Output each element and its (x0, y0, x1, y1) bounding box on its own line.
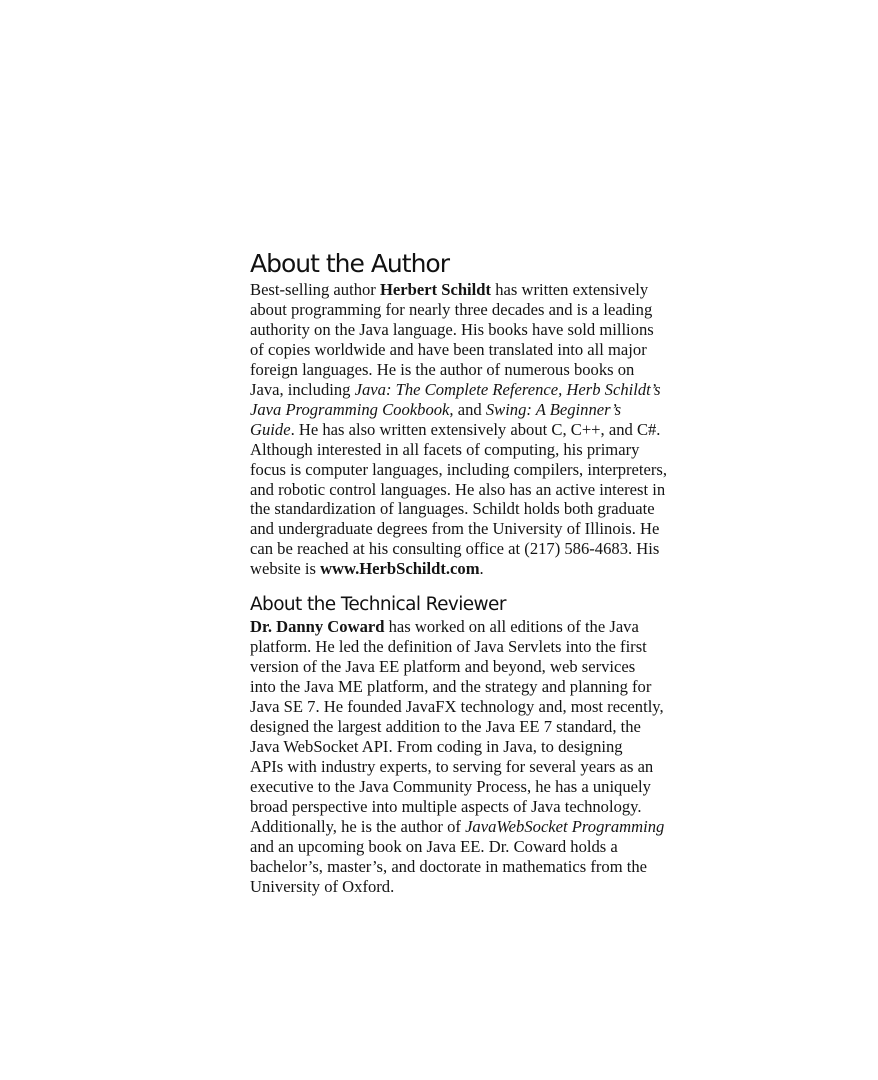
italic-text: Guide (250, 419, 291, 439)
italic-text: Java Programming Cookbook, (250, 399, 454, 419)
text-line (250, 320, 680, 340)
text-segment: Java WebSocket API. From coding in Java, to designing (250, 737, 623, 757)
text-line (250, 440, 680, 460)
text-segment: designed the largest addition to the Java EE 7 standard, the (250, 717, 641, 737)
text-line (250, 340, 680, 360)
text-segment: and an upcoming book on Java EE. Dr. Coward holds a (250, 836, 618, 856)
text-line (250, 400, 680, 420)
text-segment: the standardization of languages. Schildt holds both graduate (250, 499, 655, 519)
text-line (250, 420, 680, 440)
text-segment: Best-selling author (250, 280, 380, 299)
bold-text: Herbert Schildt (379, 280, 492, 299)
text-segment: of copies worldwide and have been translated into all major (250, 339, 647, 359)
text-line (250, 499, 680, 519)
text-segment: executive to the Java Community Process, he has a uniquely (250, 776, 651, 796)
bold-text: www.HerbSchildt.com (320, 559, 480, 579)
text-segment: APIs with industry experts, to serving for several years as an (250, 756, 654, 776)
text-segment: . He has also written extensively about C, C++, and C#. (290, 419, 661, 439)
text-segment: Java SE 7. He founded JavaFX technology and, most recently, (250, 697, 664, 717)
text-line (250, 837, 680, 857)
author-bio-paragraph (250, 280, 680, 579)
text-line (250, 717, 680, 737)
text-line (250, 797, 680, 817)
text-line (250, 539, 680, 559)
about-reviewer-heading: About the Technical Reviewer (250, 594, 506, 616)
text-segment: foreign languages. He is the author of numerous books on (250, 359, 635, 379)
text-line (250, 360, 680, 380)
text-segment: and (453, 399, 486, 419)
text-line (250, 677, 680, 697)
text-segment: and undergraduate degrees from the University of Illinois. He (250, 519, 660, 539)
text-segment: University of Oxford. (250, 876, 395, 896)
text-segment: into the Java ME platform, and the strategy and planning for (250, 677, 652, 697)
text-line (250, 617, 680, 637)
text-line (250, 300, 680, 320)
text-line (250, 519, 680, 539)
text-segment: has written extensively (491, 280, 649, 299)
text-segment: version of the Java EE platform and beyond, web services (250, 657, 636, 677)
text-segment: can be reached at his consulting office at (217) 586-4683. His (250, 539, 660, 559)
text-line (250, 817, 680, 837)
text-line (250, 280, 680, 300)
text-segment: focus is computer languages, including compilers, interpreters, (250, 459, 668, 479)
text-segment: has worked on all editions of the Java (384, 617, 639, 637)
text-segment: and robotic control languages. He also has an active interest in (250, 479, 666, 499)
text-segment: authority on the Java language. His books have sold millions (250, 319, 654, 339)
text-segment: Although interested in all facets of computing, his primary (250, 439, 640, 459)
italic-text: JavaWebSocket Programming (465, 816, 665, 836)
text-segment: platform. He led the definition of Java Servlets into the first (250, 637, 647, 657)
text-segment: about programming for nearly three decades and is a leading (250, 299, 653, 319)
text-column (250, 248, 680, 897)
text-line (250, 757, 680, 777)
text-line (250, 857, 680, 877)
text-segment: broad perspective into multiple aspects of Java technology. (250, 796, 642, 816)
about-author-heading: About the Author (250, 249, 450, 278)
bold-text: Dr. Danny Coward (250, 617, 385, 637)
text-line (250, 460, 680, 480)
text-segment: bachelor’s, master’s, and doctorate in mathematics from the (250, 856, 648, 876)
text-segment: Additionally, he is the author of (250, 816, 466, 836)
text-segment: Java, including (250, 379, 355, 399)
text-line (250, 657, 680, 677)
text-segment: website is (250, 559, 321, 579)
reviewer-bio-paragraph (250, 617, 680, 896)
text-line (250, 380, 680, 400)
italic-text: Swing: A Beginner’s (485, 399, 622, 419)
text-line (250, 480, 680, 500)
text-line (250, 877, 680, 897)
text-line (250, 777, 680, 797)
text-line (250, 697, 680, 717)
text-line (250, 737, 680, 757)
text-line (250, 559, 680, 579)
italic-text: Java: The Complete Reference, Herb Schildt’s (354, 379, 661, 399)
text-segment: . (479, 559, 484, 579)
text-line (250, 637, 680, 657)
